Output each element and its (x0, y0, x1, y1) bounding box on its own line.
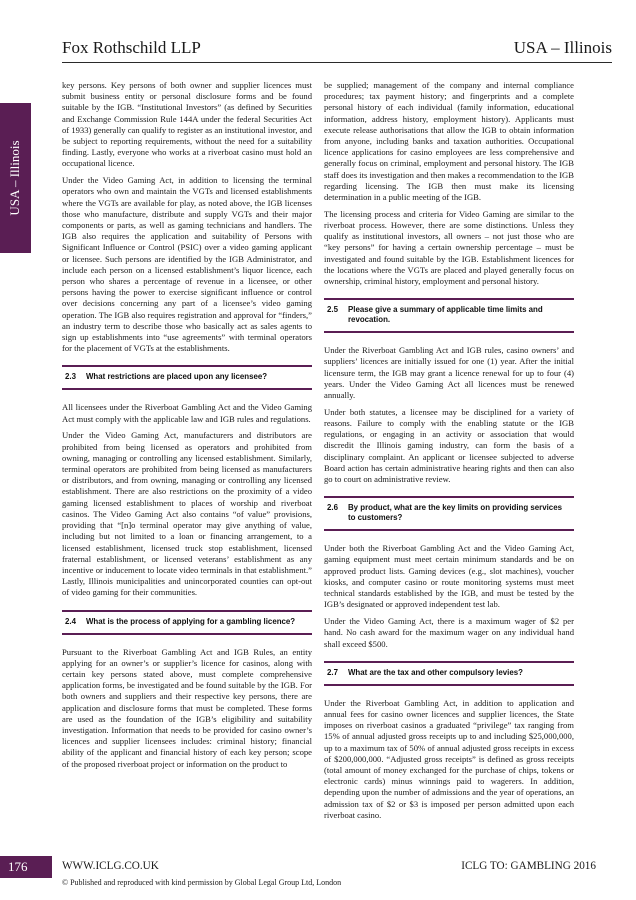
section-heading-2-4 (62, 610, 312, 635)
section-heading-2-6 (324, 496, 574, 531)
footer-copyright: © Published and reproduced with kind permission by Global Legal Group Ltd, London (62, 878, 342, 887)
paragraph: The licensing process and criteria for Video Gaming are similar to the riverboat process. However, there are some distinctions. Unless they qualify as institutional investors, all owners – not just those who are “key persons” for having a certain ownership percentage – must be investigated and found suitable by the IGB. Establishment licences for the locations where the VGTs are placed and played generally focus on ownership, criminal history, employment and personal history. (324, 208, 574, 287)
section-number: 2.3 (65, 372, 76, 382)
side-tab-label: USA – Illinois (7, 140, 22, 216)
paragraph: Under both the Riverboat Gambling Act and the Video Gaming Act, gaming equipment must meet certain minimum standards and be on approved product lists. Gaming devices (e.g., slot machines), voucher kiosks, and computer casino or route monitoring systems must meet technical standards established by the IGB, and must be tested by the IGB’s designated or approved independent test lab. (324, 543, 574, 610)
paragraph: be supplied; management of the company and internal compliance procedures; tax payment history; and fingerprints and a complete personal history of each individual (family information, educational information, address history, employment history). Applicants must execute release authorisations that allow the IGB to obtain information from anyone, including banks and taxation authorities. Occupational licence applications for casino employees are less comprehensive and generally focus on criminal, employment and personal history. The IGB staff does its investigation and then makes a recommendation to the IGB regarding licensing. The IGB then must make its licensing determination in a public meeting of the IGB. (324, 80, 574, 203)
section-question: Please give a summary of applicable time limits and revocation. (347, 305, 543, 325)
header-rule (62, 62, 612, 63)
section-number: 2.4 (65, 616, 76, 626)
left-column (62, 80, 312, 775)
jurisdiction-title: USA – Illinois (513, 38, 612, 57)
section-number: 2.7 (327, 667, 338, 677)
section-question: By product, what are the key limits on providing services to customers? (347, 503, 562, 523)
section-question: What is the process of applying for a gambling licence? (85, 616, 296, 626)
section-question: What restrictions are placed upon any licensee? (85, 372, 268, 382)
paragraph: All licensees under the Riverboat Gambling Act and the Video Gaming Act must comply with the applicable law and IGB rules and regulations. (62, 402, 312, 424)
paragraph: Under the Riverboat Gambling Act and IGB rules, casino owners’ and suppliers’ licences are initially issued for one (1) year. After the initial licensure term, the IGB may grant a licence renewal for up to four (4) years. Under the Video Gaming Act all licences must be renewed annually. (324, 345, 574, 401)
paragraph: Under the Riverboat Gambling Act, in addition to application and annual fees for casino owner licences and supplier licences, the State imposes on riverboat casinos a graduated “privilege” tax ranging from 15% of annual adjusted gross receipts up to and including $25,000,000, up to a maximum tax of 50% of annual adjusted gross receipts in excess of $200,000,000. “Adjusted gross receipts” is defined as gross receipts (total amount of money exchanged for the purchase of chips, tokens or electronic cards) minus winnings paid to wagerers. In addition, depending upon the number of admissions and the year of operations, an admission tax of $2 or $3 is imposed per person admitted upon each riverboat casino. (324, 697, 574, 820)
section-question: What are the tax and other compulsory levies? (347, 667, 523, 677)
paragraph: Under the Video Gaming Act, there is a maximum wager of $2 per hand. No cash award for the maximum wager on any individual hand shall exceed $500. (324, 616, 574, 649)
paragraph: Under both statutes, a licensee may be disciplined for a variety of reasons. Failure to comply with the enabling statute or the IGB regulations, or engaging in an activity or association that would discredit the Illinois gaming industry, can form the basis of a disciplinary complaint. An applicant or licensee subjected to adverse Board action has certain administrative hearing rights and then can also go to court on administrative review. (324, 406, 574, 485)
page-header (62, 36, 612, 58)
section-heading-2-7 (324, 661, 574, 686)
right-column (324, 80, 574, 827)
footer-publication: ICLG TO: GAMBLING 2016 (461, 860, 596, 872)
section-heading-2-3 (62, 365, 312, 390)
firm-name: Fox Rothschild LLP (62, 38, 201, 57)
section-heading-2-5 (324, 298, 574, 333)
paragraph: Under the Video Gaming Act, in addition to licensing the terminal operators who own and maintain the VGTs and licensed establishments where the VGTs are available for play, as noted above, the IGB licenses those who manufacture, distribute and supply VGTs and their major components or parts, as well as gaming technicians and handlers. The IGB also requires the application and suitability of Persons with Significant Influence or Control (PSIC) over a video gaming applicant or licensee. Such persons are identified by the IGB Administrator, and include each person on a licensed establishment’s liquor licence, each person who shares a percentage of revenue in a licensee, or other persons having the power to exercise significant influence or control over decisions concerning any part of a licensee’s video gaming operation. The IGB also requires registration and approval for “finders,” an industry term to describe those who basically act as sales agents to sign up establishments into “use agreements” with terminal operators for the placement of VGTs at the establishments. (62, 175, 312, 354)
paragraph: Under the Video Gaming Act, manufacturers and distributors are prohibited from being licensed as operators and prohibited from owning, managing or controlling any licensed establishment. Similarly, terminal operators are prohibited from being licensed as manufacturers or distributors, and from owning, managing or controlling any licensed establishment. There are also restrictions on the proximity of a video gaming licensed establishment to places of worship and riverboat casinos. The Video Gaming Act also contains “of value” provisions, providing that “[n]o terminal operator may give anything of value, including but not limited to a loan or financing arrangement, to a licensed establishment, licensed truck stop establishment, licensed fraternal establishment, or licensed veterans’ establishment as any incentive or inducement to locate video terminals in that establishment.” Lastly, Illinois municipalities and unincorporated counties can opt-out of video gaming for their communities. (62, 430, 312, 598)
paragraph: Pursuant to the Riverboat Gambling Act and IGB Rules, an entity applying for an owner’s or supplier’s licence for casinos, along with certain key persons stated above, must complete comprehensive application forms, be investigated and be found suitable by the IGB. For both owners and suppliers and their respective key persons, there are application and disclosure forms that must be completed. These forms are used as the foundation of the IGB’s eligibility and suitability investigation. Information that needs to be provided for casino owner’s licences and supplier licensees includes: criminal history; financial ability of the applicant and financial history of each key person; scope of the proposed riverboat project or information on the product to (62, 646, 312, 769)
paragraph: key persons. Key persons of both owner and supplier licences must submit business entity or personal disclosure forms and be found suitable by the IGB. “Institutional Investors” (as defined by Securities and Exchange Commission Rule 144A under the federal Securities Act of 1933) generally can qualify to register as an institutional investor, and be subject to reporting requirements, without the need for a suitability finding. Lastly, everyone who works at a riverboat casino must hold an occupational licence. (62, 80, 312, 169)
footer-website: WWW.ICLG.CO.UK (62, 860, 159, 872)
section-number: 2.5 (327, 305, 338, 315)
section-number: 2.6 (327, 503, 338, 513)
page-number: 176 (8, 859, 28, 874)
